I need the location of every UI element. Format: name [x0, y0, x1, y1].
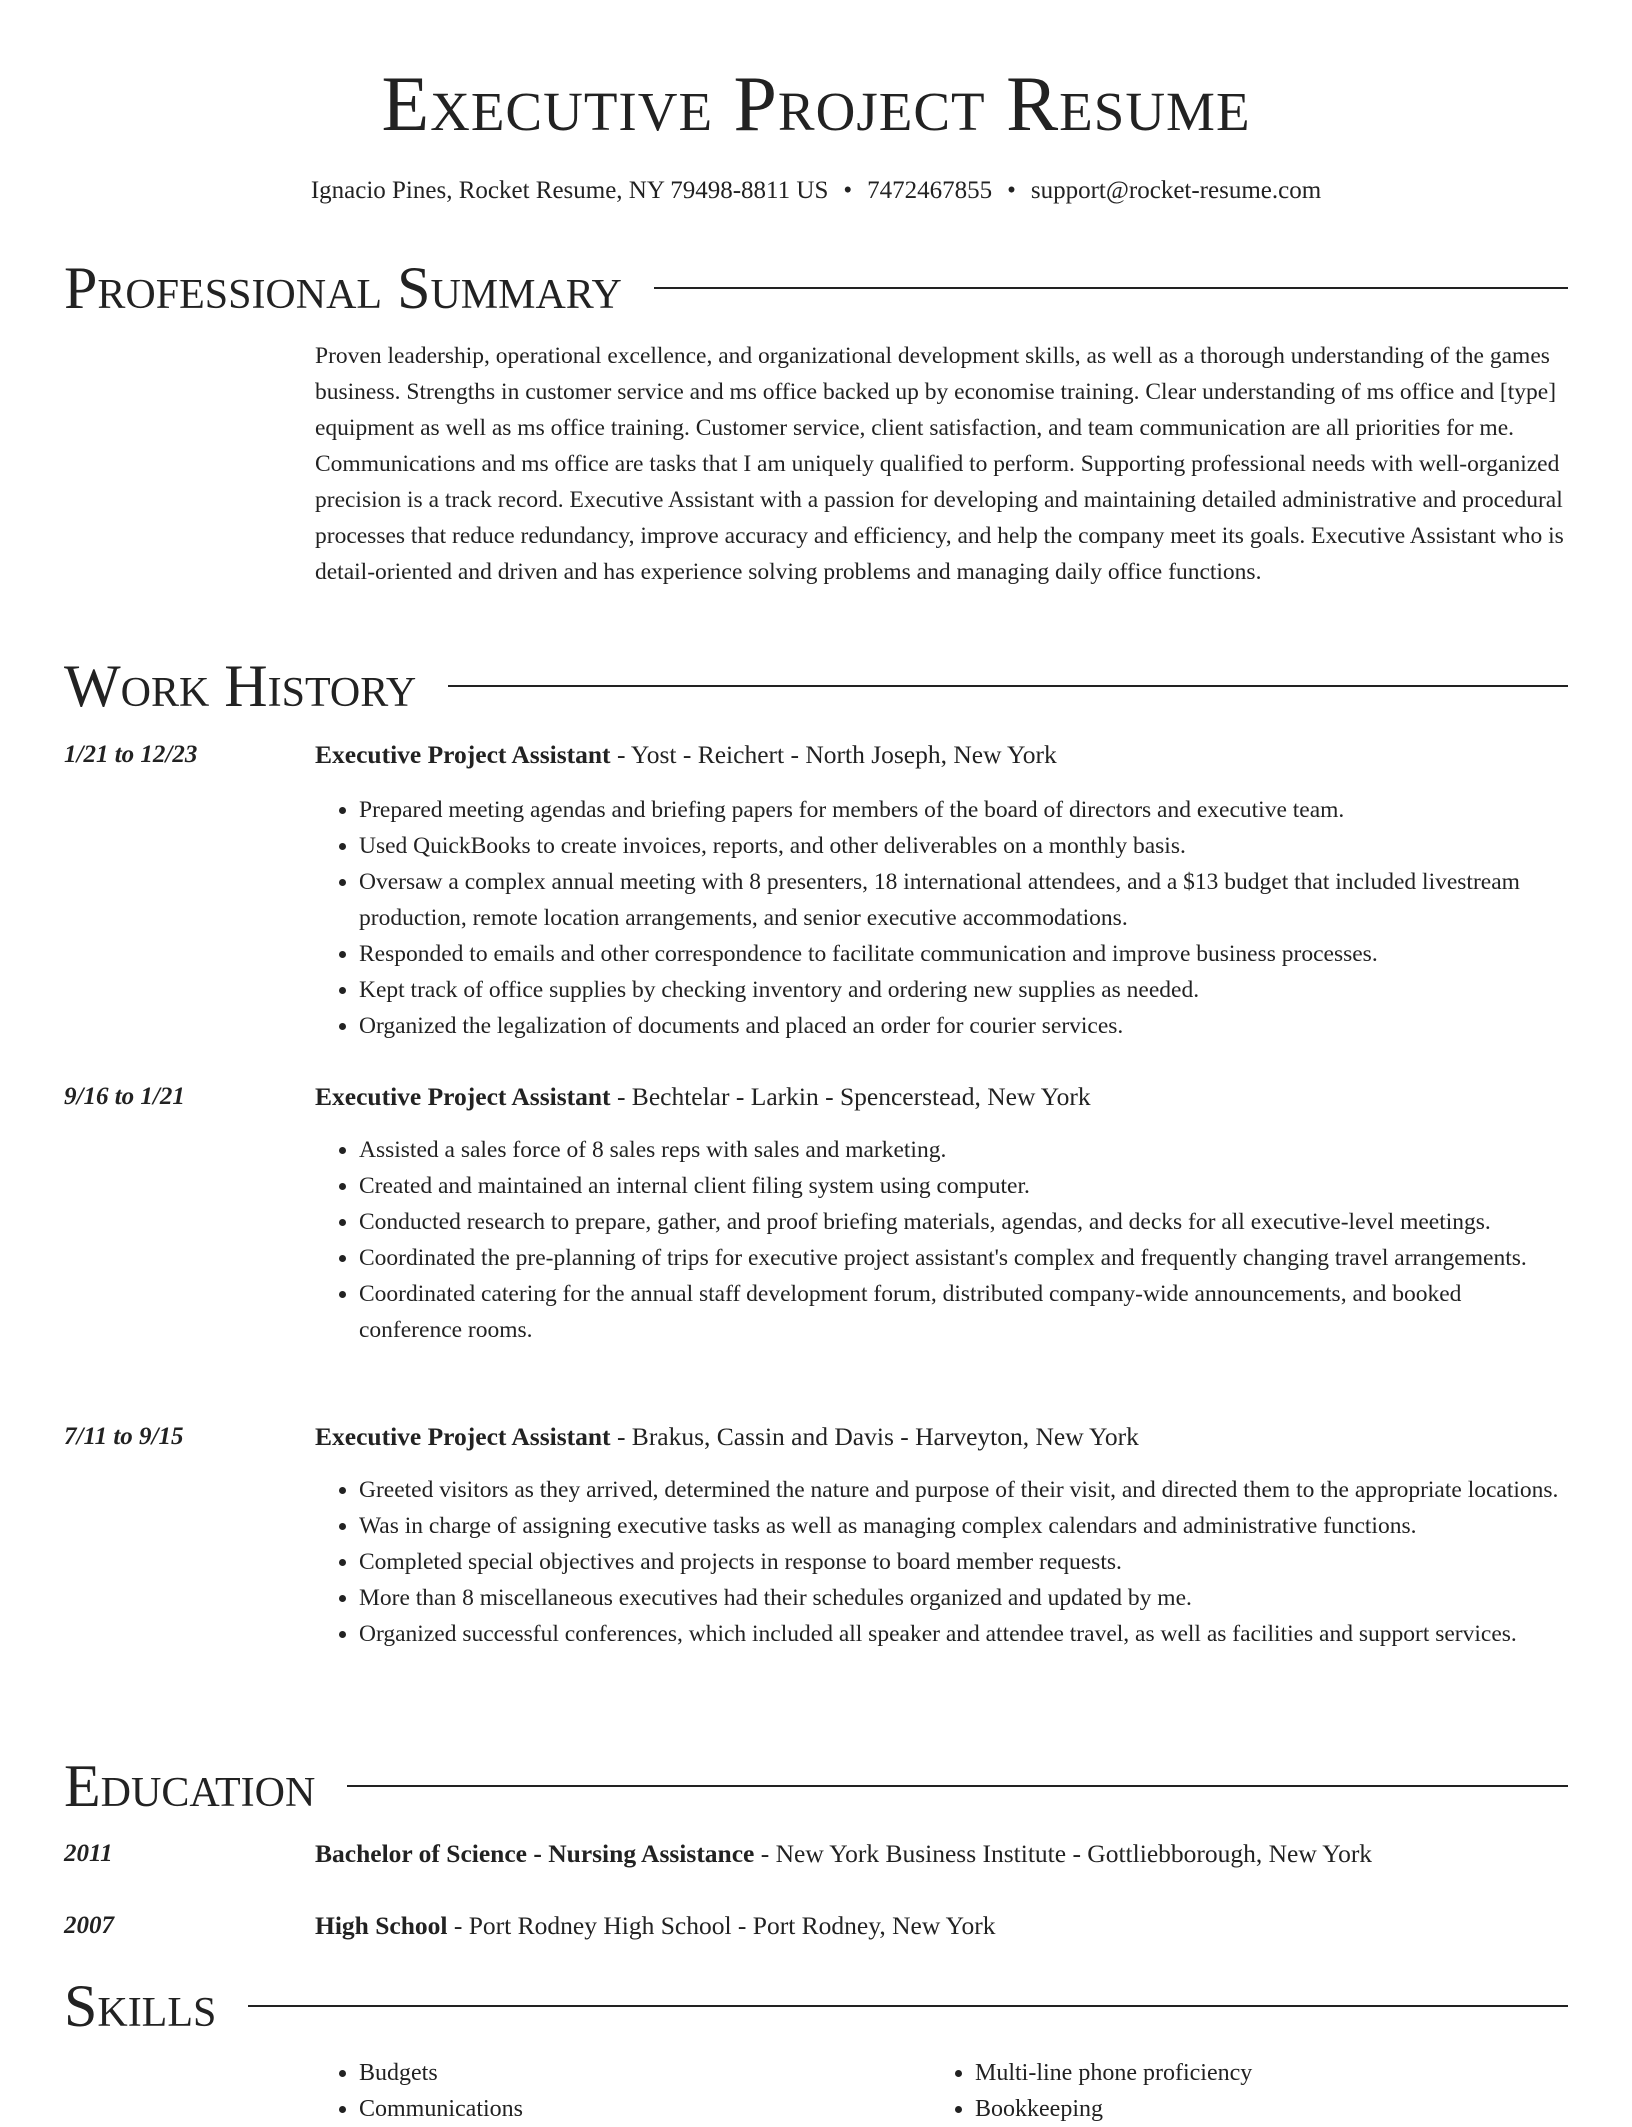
skill-item: • Budgets	[359, 2055, 959, 2091]
section-title-skills: Skills	[64, 1973, 217, 2039]
section-title-work: Work History	[64, 653, 417, 719]
education-year: 2007	[64, 1912, 114, 1939]
job-bullets	[315, 1132, 1568, 1348]
job-bullet: • Kept track of office supplies by checking inventory and ordering new supplies as needed.	[359, 972, 1568, 1008]
job-bullet: • Organized the legalization of documents and placed an order for courier services.	[359, 1008, 1568, 1044]
contact-phone: 7472467855	[867, 177, 993, 204]
skill-item: • Bookkeeping	[975, 2091, 1575, 2127]
job-bullet: • Created and maintained an internal client filing system using computer.	[359, 1168, 1568, 1204]
job-bullet: • Greeted visitors as they arrived, determined the nature and purpose of their visit, and directed them to the appropriate locations.	[359, 1472, 1568, 1508]
job-bullet: • Assisted a sales force of 8 sales reps with sales and marketing.	[359, 1132, 1568, 1168]
section-header-work	[64, 651, 1568, 721]
job-bullet: • Conducted research to prepare, gather, and proof briefing materials, agendas, and decks for all executive-level meetings.	[359, 1204, 1568, 1240]
job-bullet: • Was in charge of assigning executive tasks as well as managing complex calendars and administrative functions.	[359, 1508, 1568, 1544]
job-bullet: • Completed special objectives and projects in response to board member requests.	[359, 1544, 1568, 1580]
section-divider	[654, 287, 1568, 289]
education-degree: Bachelor of Science - Nursing Assistance	[315, 1839, 755, 1868]
job-heading	[315, 1420, 1568, 1454]
job-bullet: • Organized successful conferences, which included all speaker and attendee travel, as well as facilities and support services.	[359, 1616, 1568, 1652]
section-divider	[448, 685, 1568, 687]
skill-item: • Multi-line phone proficiency	[975, 2055, 1575, 2091]
education-degree: High School	[315, 1911, 448, 1940]
section-header-summary	[64, 253, 1568, 323]
contact-separator: •	[843, 177, 853, 204]
summary-text: Proven leadership, operational excellence, and organizational development skills, as well as a thorough understanding of the games business. Strengths in customer service and ms office backed up by economise training. Clear understanding of ms office and [type] equipment as well as ms office training. Customer service, client satisfaction, and team communication are all priorities for me. Communications and ms office are tasks that I am uniquely qualified to perform. Supporting professional needs with well-organized precision is a track record. Executive Assistant with a passion for developing and maintaining detailed administrative and procedural processes that reduce redundancy, improve accuracy and efficiency, and help the company meet its goals. Executive Assistant who is detail-oriented and driven and has experience solving problems and managing daily office functions.	[315, 343, 1564, 585]
section-title-education: Education	[64, 1753, 316, 1819]
section-header-skills	[64, 1971, 1568, 2041]
job-bullet: • Coordinated catering for the annual staff development forum, distributed company-wide announcements, and booked conference rooms.	[359, 1276, 1568, 1348]
job-heading	[315, 1080, 1568, 1114]
job-bullets	[315, 792, 1568, 1044]
job-bullet: • More than 8 miscellaneous executives had their schedules organized and updated by me.	[359, 1580, 1568, 1616]
skill-item: • Communications	[359, 2091, 959, 2127]
job-employer: - Bechtelar - Larkin - Spencerstead, New York	[610, 1082, 1091, 1111]
skills-list-right	[931, 2055, 1575, 2127]
section-header-education	[64, 1751, 1568, 1821]
section-divider	[347, 1785, 1568, 1787]
job-bullet: • Prepared meeting agendas and briefing papers for members of the board of directors and executive team.	[359, 792, 1568, 828]
job-bullet: • Responded to emails and other correspondence to facilitate communication and improve business processes.	[359, 936, 1568, 972]
job-bullets	[315, 1472, 1568, 1652]
education-entry	[315, 1837, 1568, 1871]
contact-line	[0, 174, 1632, 208]
contact-separator: •	[1007, 177, 1016, 204]
job-heading	[315, 738, 1568, 772]
job-dates: 1/21 to 12/23	[64, 741, 198, 768]
job-dates: 9/16 to 1/21	[64, 1083, 185, 1110]
resume-title: Executive Project Resume	[381, 60, 1251, 147]
job-bullet: • Used QuickBooks to create invoices, reports, and other deliverables on a monthly basis.	[359, 828, 1568, 864]
job-bullet: • Oversaw a complex annual meeting with 8 presenters, 18 international attendees, and a $13 budget that included livestream production, remote location arrangements, and senior executive accommodations.	[359, 864, 1568, 936]
education-entry	[315, 1909, 1568, 1943]
job-employer: - Yost - Reichert - North Joseph, New York	[610, 740, 1057, 769]
contact-email: support@rocket-resume.com	[1030, 177, 1322, 204]
section-title-summary: Professional Summary	[64, 255, 622, 321]
education-school: - Port Rodney High School - Port Rodney, New York	[447, 1911, 996, 1940]
job-title: Executive Project Assistant	[315, 740, 611, 769]
job-dates: 7/11 to 9/15	[64, 1423, 184, 1450]
education-school: - New York Business Institute - Gottliebborough, New York	[754, 1839, 1373, 1868]
skills-list-left	[315, 2055, 959, 2127]
contact-address: Ignacio Pines, Rocket Resume, NY 79498-8811 US	[310, 177, 829, 204]
job-bullet: • Coordinated the pre-planning of trips for executive project assistant's complex and frequently changing travel arrangements.	[359, 1240, 1568, 1276]
job-employer: - Brakus, Cassin and Davis - Harveyton, New York	[610, 1422, 1139, 1451]
education-year: 2011	[64, 1840, 113, 1867]
job-title: Executive Project Assistant	[315, 1082, 611, 1111]
section-divider	[248, 2005, 1568, 2007]
job-title: Executive Project Assistant	[315, 1422, 611, 1451]
